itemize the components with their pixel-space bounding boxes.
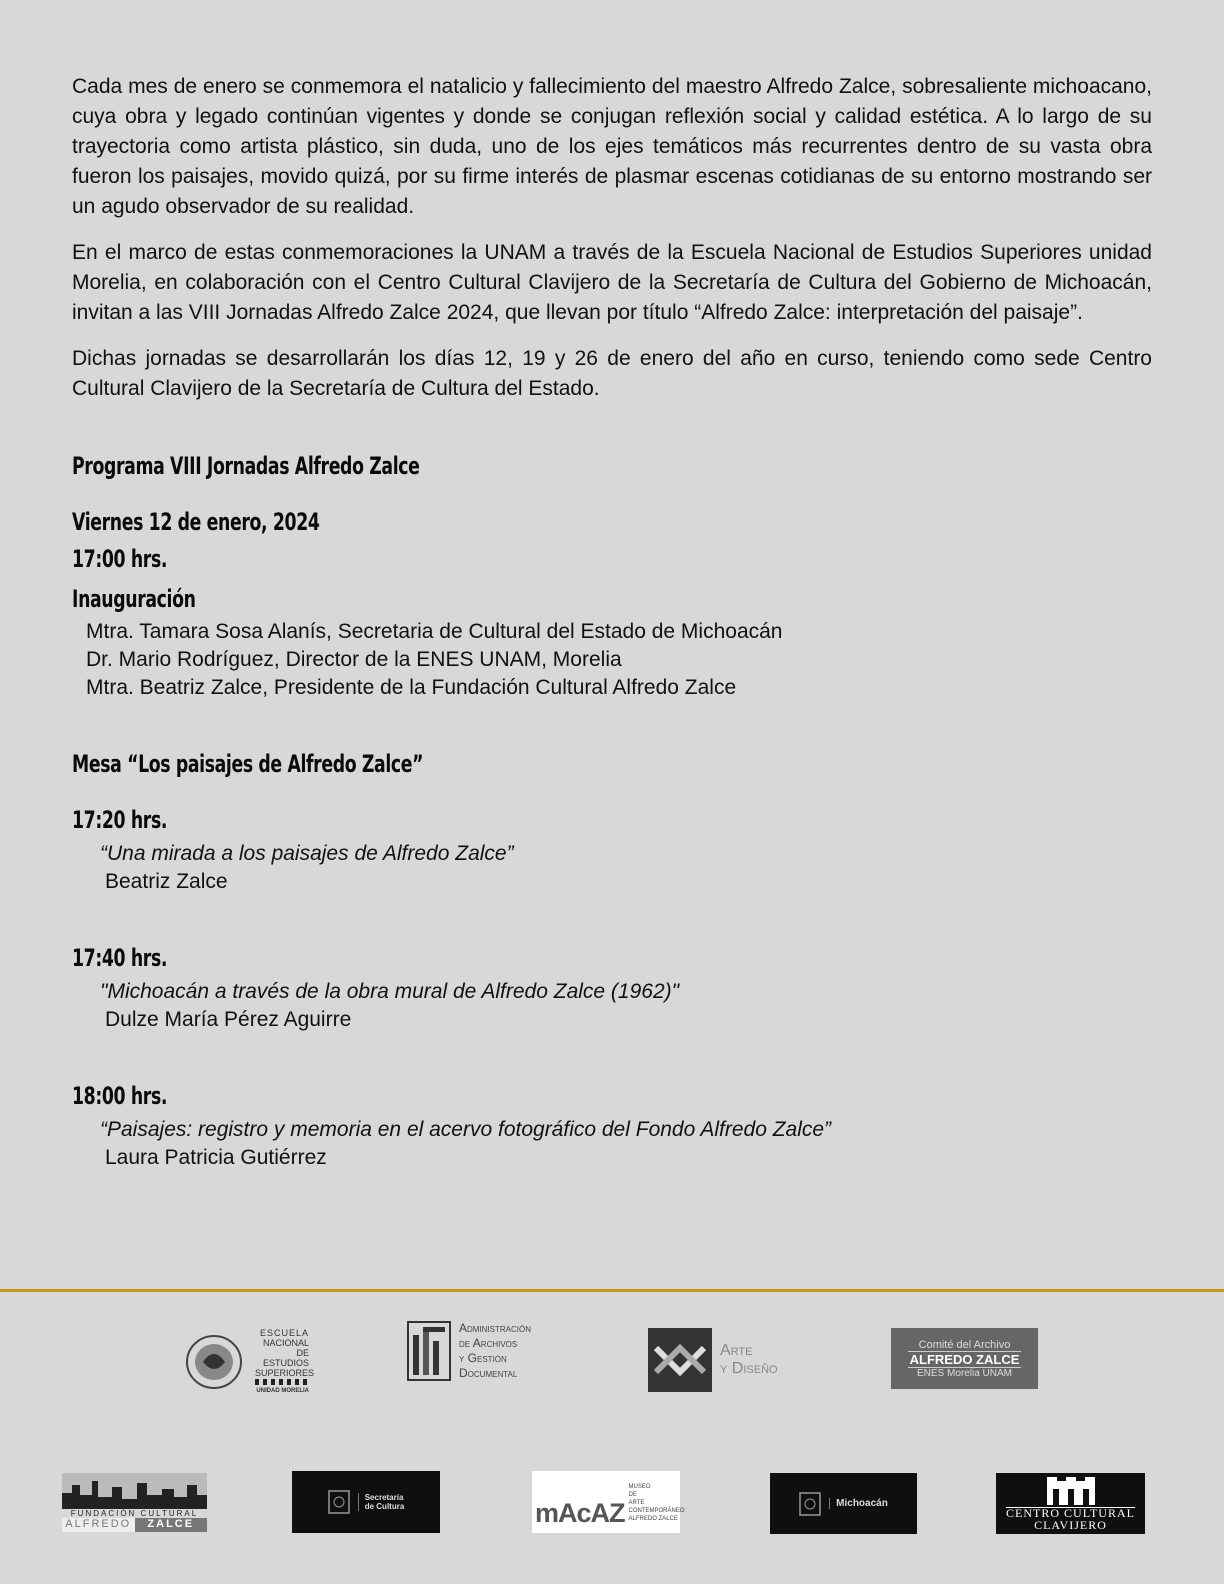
program-title: Programa VIII Jornadas Alfredo Zalce	[72, 452, 420, 480]
logo-text: Secretaría	[364, 1493, 404, 1502]
logo-text: DE	[628, 1492, 637, 1498]
opening-title: Inauguración	[72, 585, 196, 613]
talk-time: 17:20 hrs.	[72, 806, 168, 834]
knot-icon	[648, 1328, 712, 1392]
logo-text: UNIDAD MORELIA	[256, 1388, 309, 1394]
unam-shield-icon	[185, 1334, 243, 1390]
state-emblem-icon	[799, 1492, 821, 1516]
logo-text: y Gestión	[459, 1351, 507, 1365]
intro-paragraph-3: Dichas jornadas se desarrollarán los días 12, 19 y 26 de enero del año en curso, teniendo como sede Centro Cultural Clavijero de la Secretaría de Cultura del Estado.	[72, 347, 1152, 400]
footer-divider	[0, 1289, 1224, 1292]
logo-text: MUSEO	[628, 1484, 651, 1490]
talk-speaker: Laura Patricia Gutiérrez	[105, 1146, 327, 1169]
logo-text: ALFREDO	[62, 1518, 135, 1532]
fundacion-zalce-logo	[62, 1473, 207, 1537]
talk-slot	[72, 944, 679, 1034]
arte-diseno-logo	[648, 1328, 778, 1392]
logo-text: ARTE	[628, 1500, 645, 1506]
talk-time: 17:40 hrs.	[72, 944, 168, 972]
logo-text: de Archivos	[459, 1336, 518, 1350]
logo-text: FUNDACIÓN CULTURAL	[70, 1509, 199, 1518]
talk-speaker: Dulze María Pérez Aguirre	[105, 1008, 352, 1031]
talk-time: 18:00 hrs.	[72, 1082, 168, 1110]
columns-icon	[255, 1379, 309, 1385]
secretaria-cultura-logo	[292, 1471, 440, 1533]
state-emblem-icon	[328, 1490, 350, 1514]
logo-text: mAcAZ	[535, 1497, 625, 1528]
talk-title: “Una mirada a los paisajes de Alfredo Zalce”	[100, 842, 514, 865]
enes-unam-logo	[185, 1328, 315, 1396]
intro-paragraph-1: Cada mes de enero se conmemora el natalicio y fallecimiento del maestro Alfredo Zalce, sobresaliente michoacano, cuya obra y legado continúan vigentes y donde se conjugan reflexión social y calidad estética. A lo largo de su trayectoria como artista plástico, sin duda, uno de los ejes temáticos más recurrentes dentro de su vasta obra fueron los paisajes, movido quizá, por su firme interés de plasmar escenas cotidianas de su entorno mostrando ser un agudo observador de su realidad.	[72, 75, 1152, 218]
guest-item: Mtra. Tamara Sosa Alanís, Secretaria de Cultural del Estado de Michoacán	[86, 620, 783, 643]
guest-item: Mtra. Beatriz Zalce, Presidente de la Fundación Cultural Alfredo Zalce	[86, 676, 737, 699]
building-icon	[1041, 1477, 1101, 1507]
archivos-logo	[407, 1321, 531, 1381]
comite-archivo-logo	[891, 1328, 1038, 1389]
talk-slot	[72, 1082, 831, 1172]
macaz-logo	[532, 1471, 685, 1533]
michoacan-logo	[770, 1473, 917, 1534]
logo-text: de Cultura	[364, 1502, 405, 1511]
panel-title: Mesa “Los paisajes de Alfredo Zalce”	[72, 750, 424, 778]
logo-text: Michoacán	[829, 1498, 888, 1509]
logo-text: ZALCE	[135, 1518, 208, 1532]
program-date: Viernes 12 de enero, 2024	[72, 508, 320, 536]
logo-text: Arte	[720, 1342, 753, 1359]
guest-list	[86, 618, 782, 702]
logo-text: CENTRO CULTURAL	[1006, 1505, 1135, 1520]
logo-text: ESCUELA	[259, 1328, 309, 1338]
logo-text: CONTEMPORÁNEO	[628, 1508, 685, 1514]
logo-text: Documental	[459, 1366, 518, 1380]
logo-text: Administración	[459, 1321, 532, 1335]
logo-text: Comité del Archivo	[918, 1338, 1011, 1351]
talk-title: "Michoacán a través de la obra mural de Alfredo Zalce (1962)"	[100, 980, 680, 1003]
logo-text: NACIONAL	[262, 1338, 309, 1348]
guest-item: Dr. Mario Rodríguez, Director de la ENES UNAM, Morelia	[86, 648, 622, 671]
logo-text: DE ESTUDIOS	[262, 1348, 309, 1368]
logo-text: ENES Morelia UNAM	[916, 1367, 1013, 1379]
archive-icon	[407, 1321, 451, 1381]
logo-text: y Diseño	[720, 1360, 778, 1377]
logo-text: ALFREDO ZALCE	[628, 1516, 678, 1522]
clavijero-logo	[996, 1473, 1145, 1534]
logo-text: CLAVIJERO	[1034, 1517, 1107, 1532]
talk-speaker: Beatriz Zalce	[105, 870, 228, 893]
logo-text: SUPERIORES	[255, 1368, 315, 1378]
intro-paragraph-2: En el marco de estas conmemoraciones la UNAM a través de la Escuela Nacional de Estudios Superiores unidad Morelia, en colaboración con el Centro Cultural Clavijero de la Secretaría de Cultura del Gobierno de Michoacán, invitan a las VIII Jornadas Alfredo Zalce 2024, que llevan por título “Alfredo Zalce: interpretación del paisaje”.	[72, 241, 1152, 324]
intro-section	[72, 72, 1152, 420]
skyline-icon	[62, 1473, 207, 1509]
logo-text: ALFREDO ZALCE	[909, 1351, 1020, 1367]
talk-title: “Paisajes: registro y memoria en el acervo fotográfico del Fondo Alfredo Zalce”	[100, 1118, 832, 1141]
talk-slot	[72, 806, 514, 896]
opening-time: 17:00 hrs.	[72, 545, 168, 573]
